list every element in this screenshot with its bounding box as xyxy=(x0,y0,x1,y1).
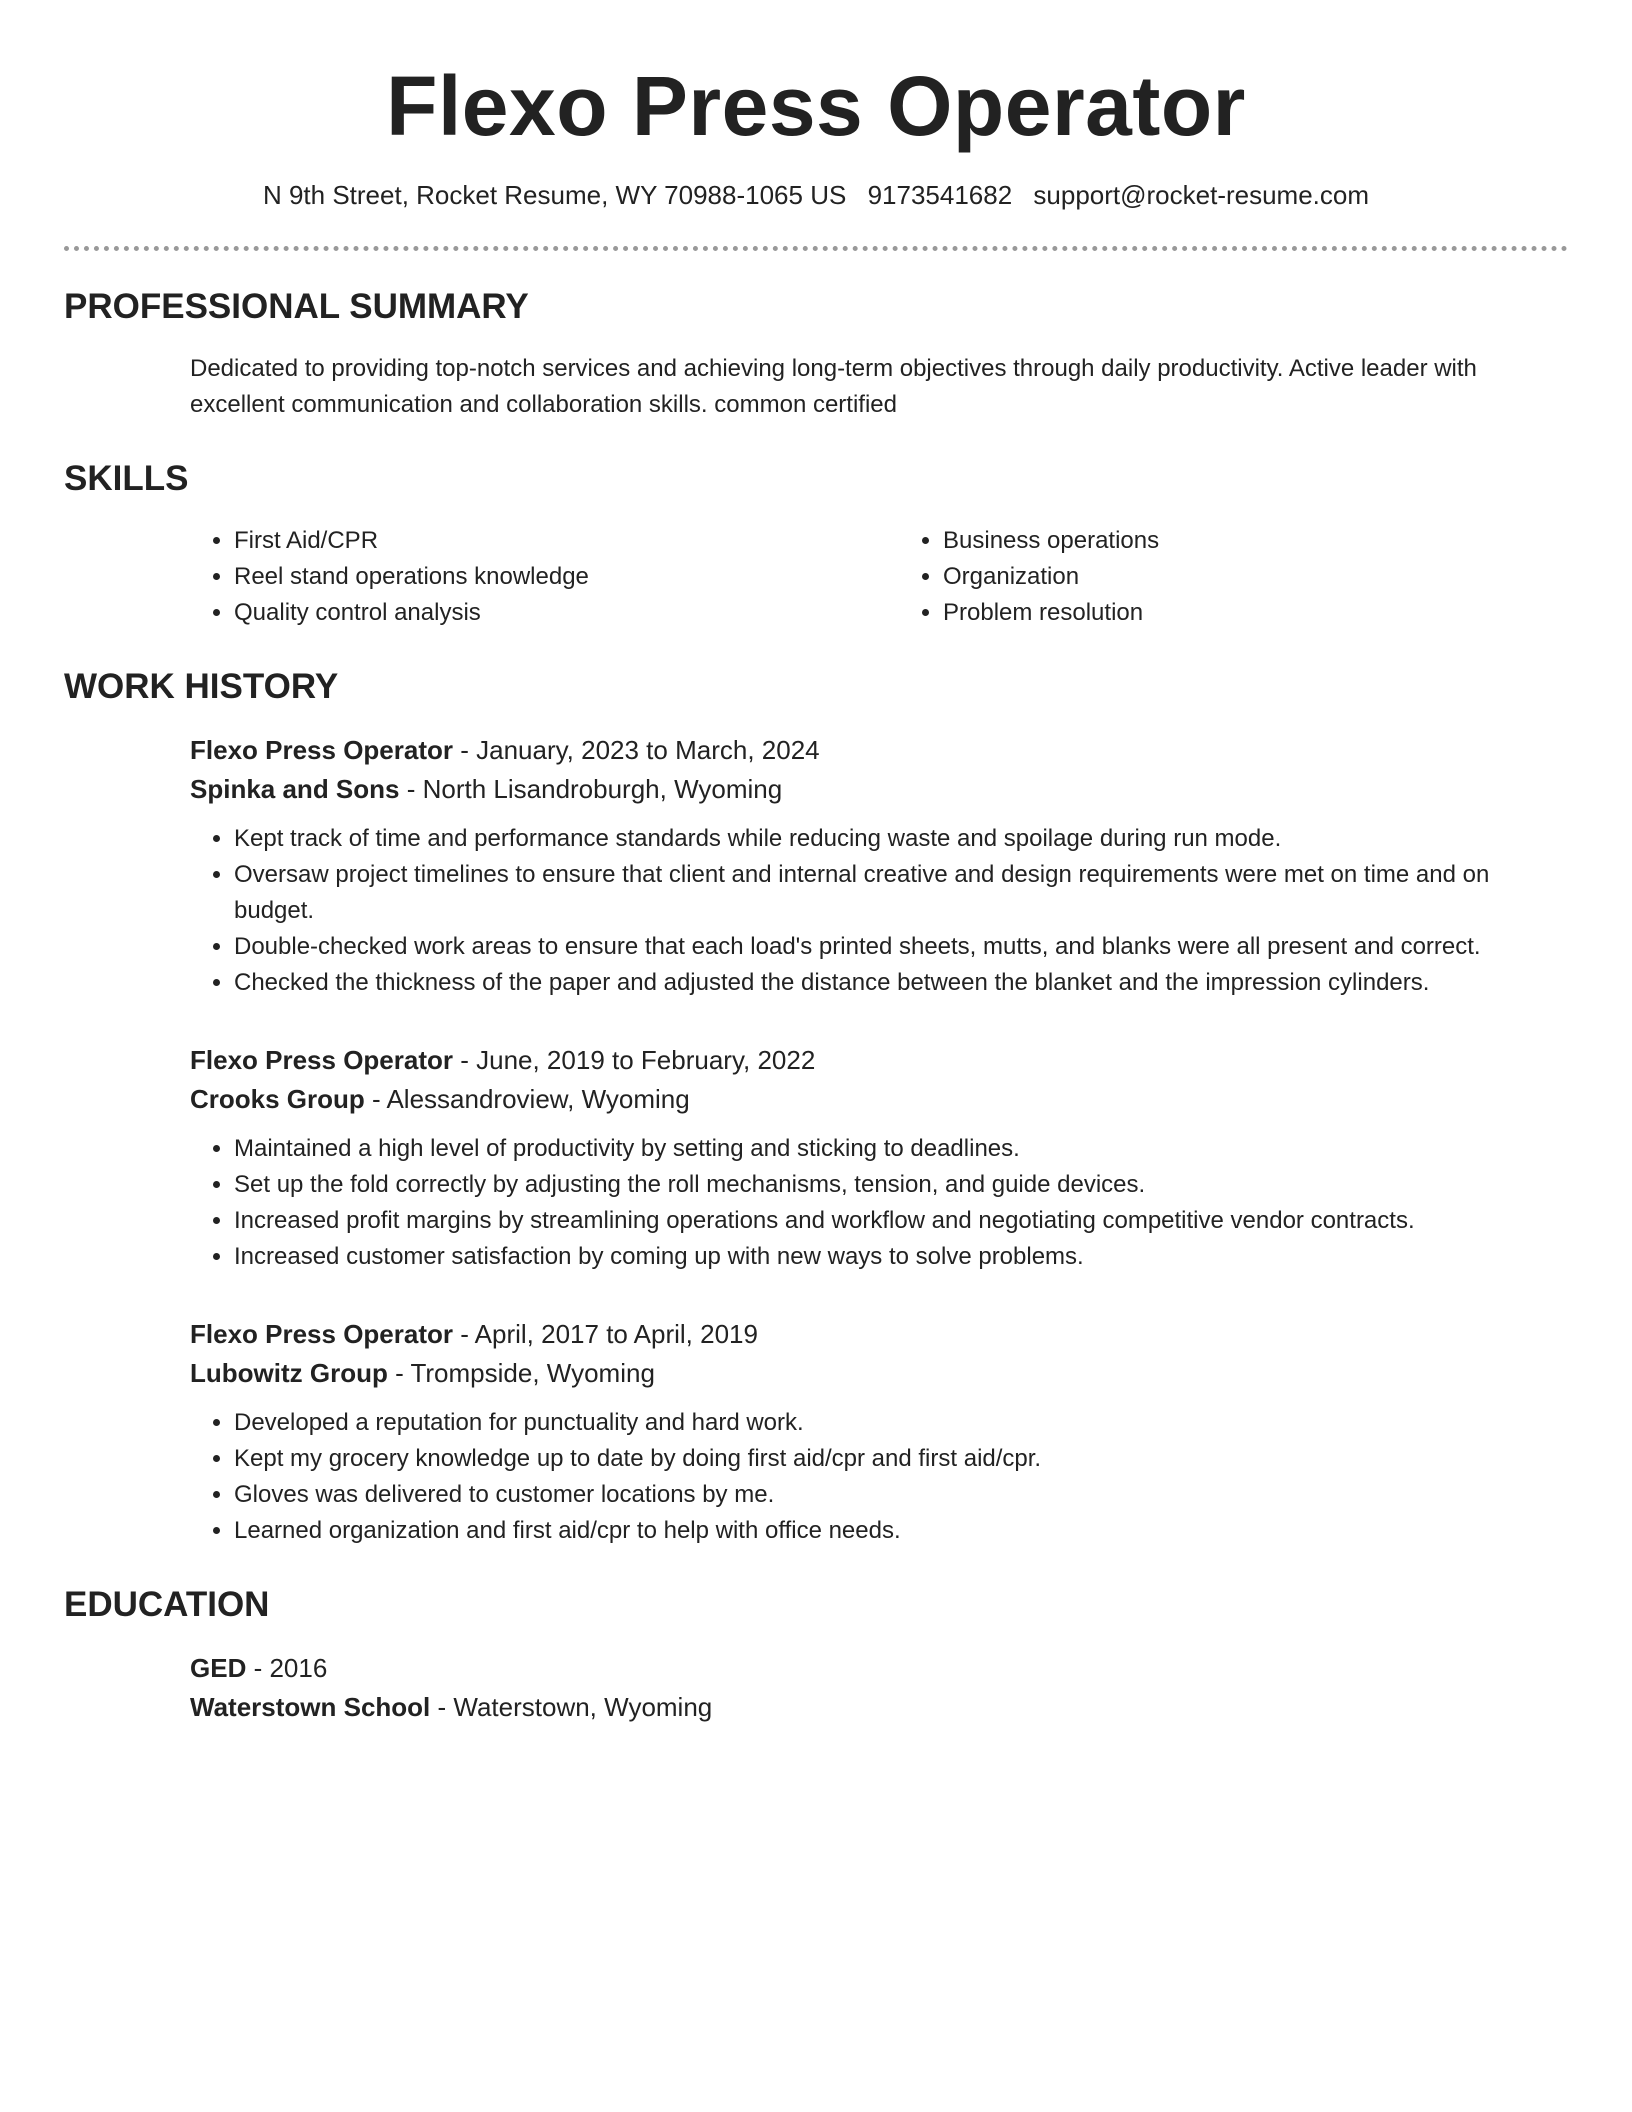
job-bullet: • Checked the thickness of the paper and adjusted the distance between the blanket and the impression cylinders. xyxy=(234,965,1568,1001)
job-bullets xyxy=(190,821,1568,1001)
summary-section xyxy=(64,285,1568,423)
job-role-line xyxy=(190,731,1568,770)
job-role: Flexo Press Operator xyxy=(190,1045,453,1075)
job-role-line xyxy=(190,1315,1568,1354)
job-entry xyxy=(190,731,1568,1001)
education-location: - Waterstown, Wyoming xyxy=(430,1692,713,1722)
job-bullets xyxy=(190,1405,1568,1549)
job-bullet: • Increased profit margins by streamlining operations and workflow and negotiating competitive vendor contracts. xyxy=(234,1203,1568,1239)
job-company: Lubowitz Group xyxy=(190,1358,388,1388)
skills-list-left xyxy=(190,523,859,631)
job-company-line xyxy=(190,770,1568,809)
skill-item: • Problem resolution xyxy=(943,595,1568,631)
skills-section xyxy=(64,457,1568,631)
work-history-title: WORK HISTORY xyxy=(64,667,339,706)
job-bullet: • Maintained a high level of productivity by setting and sticking to deadlines. xyxy=(234,1131,1568,1167)
education-body xyxy=(190,1649,1568,1727)
contact-line xyxy=(64,178,1568,212)
skill-item: • Quality control analysis xyxy=(234,595,859,631)
skills-list-right xyxy=(899,523,1568,631)
job-role-line xyxy=(190,1041,1568,1080)
contact-email: support@rocket-resume.com xyxy=(1033,180,1370,210)
skills-title: SKILLS xyxy=(64,459,189,498)
education-section xyxy=(64,1583,1568,1727)
contact-phone: 9173541682 xyxy=(867,180,1013,210)
job-entry xyxy=(190,1041,1568,1275)
job-dates: - June, 2019 to February, 2022 xyxy=(453,1045,816,1075)
resume-header xyxy=(64,0,1568,212)
skill-item: • Reel stand operations knowledge xyxy=(234,559,859,595)
work-history-section xyxy=(64,665,1568,1549)
job-bullet: • Increased customer satisfaction by coming up with new ways to solve problems. xyxy=(234,1239,1568,1275)
job-company: Crooks Group xyxy=(190,1084,365,1114)
job-bullet: • Learned organization and first aid/cpr to help with office needs. xyxy=(234,1513,1568,1549)
job-location: - Trompside, Wyoming xyxy=(387,1358,655,1388)
education-degree-line xyxy=(190,1649,1568,1688)
summary-title: PROFESSIONAL SUMMARY xyxy=(64,287,529,326)
skill-item: • First Aid/CPR xyxy=(234,523,859,559)
job-role: Flexo Press Operator xyxy=(190,735,453,765)
header-divider xyxy=(64,246,1568,251)
job-company: Spinka and Sons xyxy=(190,774,400,804)
job-bullet: • Kept track of time and performance standards while reducing waste and spoilage during run mode. xyxy=(234,821,1568,857)
job-dates: - April, 2017 to April, 2019 xyxy=(453,1319,758,1349)
education-degree: GED xyxy=(190,1653,247,1683)
education-school: Waterstown School xyxy=(190,1692,431,1722)
job-bullet: • Double-checked work areas to ensure that each load's printed sheets, mutts, and blanks were all present and correct. xyxy=(234,929,1568,965)
skill-item: • Business operations xyxy=(943,523,1568,559)
job-bullet: • Oversaw project timelines to ensure that client and internal creative and design requirements were met on time and on budget. xyxy=(234,857,1568,929)
job-bullet: • Set up the fold correctly by adjusting the roll mechanisms, tension, and guide devices. xyxy=(234,1167,1568,1203)
education-year: - 2016 xyxy=(246,1653,328,1683)
job-bullet: • Gloves was delivered to customer locations by me. xyxy=(234,1477,1568,1513)
summary-text: Dedicated to providing top-notch services and achieving long-term objectives through daily productivity. Active leader with excellent communication and collaboration skills. common certified xyxy=(190,355,1477,418)
contact-address: N 9th Street, Rocket Resume, WY 70988-1065 US xyxy=(262,180,847,210)
job-location: - Alessandroview, Wyoming xyxy=(364,1084,690,1114)
job-entry xyxy=(190,1315,1568,1549)
job-bullet: • Kept my grocery knowledge up to date by doing first aid/cpr and first aid/cpr. xyxy=(234,1441,1568,1477)
job-bullets xyxy=(190,1131,1568,1275)
education-school-line xyxy=(190,1688,1568,1727)
job-company-line xyxy=(190,1354,1568,1393)
skills-grid xyxy=(190,523,1568,631)
job-location: - North Lisandroburgh, Wyoming xyxy=(399,774,783,804)
summary-body xyxy=(190,351,1568,423)
work-history-body xyxy=(190,731,1568,1549)
skill-item: • Organization xyxy=(943,559,1568,595)
job-role: Flexo Press Operator xyxy=(190,1319,453,1349)
job-bullet: • Developed a reputation for punctuality and hard work. xyxy=(234,1405,1568,1441)
candidate-name: Flexo Press Operator xyxy=(386,59,1246,153)
education-title: EDUCATION xyxy=(64,1585,270,1624)
job-dates: - January, 2023 to March, 2024 xyxy=(453,735,820,765)
job-company-line xyxy=(190,1080,1568,1119)
